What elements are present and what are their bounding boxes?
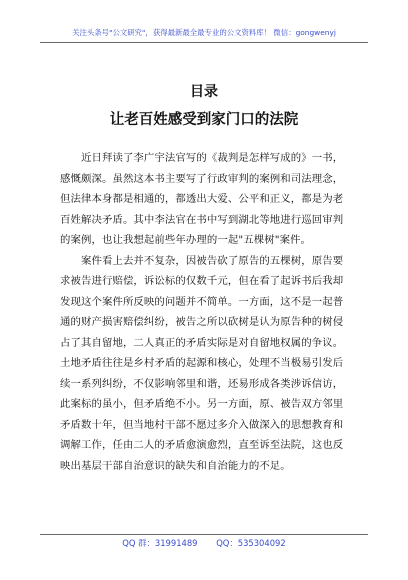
qq-group-link[interactable]: QQ 群：31991489 — [122, 538, 198, 548]
body-line: 案件看上去并不复杂，因被告砍了原告的五棵树，原告要 — [60, 254, 344, 267]
body-line: 映出基层干部自治意识的缺失和自治能力的不足。 — [60, 459, 291, 472]
body-line: 感慨颇深。虽然这本书主要写了行政审判的案例和司法理念， — [60, 172, 344, 185]
body-line: 调解工作，任由二人的矛盾愈演愈烈，直至诉至法院，这也反 — [60, 439, 344, 451]
body-line: 百姓解决矛盾。其中李法官在书中写到湖北等地进行巡回审判 — [60, 213, 344, 226]
body-line: 续一系列纠纷，不仅影响邻里和谐，还易形成各类涉诉信访， — [60, 377, 344, 390]
article-title: 让老百姓感受到家门口的法院 — [109, 112, 299, 128]
body-line: 此案标的虽小，但矛盾绝不小。另一方面，原、被告双方邻里 — [60, 398, 344, 410]
body-line: 占了其自留地，二人真正的矛盾实际是对自留地权属的争议。 — [60, 336, 344, 349]
footer-divider — [40, 534, 368, 535]
header-banner[interactable]: 关注头条号"公文研究"，获得最新最全最专业的公文资料库！ 微信：gongwenyj — [72, 28, 336, 37]
body-line: 求被告进行赔偿，诉讼标的仅数千元，但在看了起诉书后我却 — [60, 275, 344, 287]
body-line: 但法律本身都是相通的，都透出大爱、公平和正义，都是为老 — [60, 193, 344, 205]
contents-heading: 目录 — [190, 84, 218, 100]
body-line: 矛盾数十年，但当地村干部不愿过多介入做深入的思想教育和 — [60, 418, 344, 431]
header-divider — [40, 42, 368, 43]
footer — [0, 538, 408, 548]
article-body — [60, 148, 350, 476]
body-line: 的案例，也让我想起前些年办理的一起"五棵树"案件。 — [60, 234, 312, 246]
body-line: 通的财产损害赔偿纠纷，被告之所以砍树是认为原告种的树侵 — [60, 316, 344, 328]
body-line: 土地矛盾往往是乡村矛盾的起源和核心，处理不当极易引发后 — [60, 357, 344, 369]
qq-link[interactable]: QQ：535304092 — [216, 538, 286, 548]
body-line: 近日拜读了李广宇法官写的《裁判是怎样写成的》一书， — [60, 152, 344, 164]
body-line: 发现这个案件所反映的问题并不简单。一方面，这不是一起普 — [60, 295, 344, 308]
